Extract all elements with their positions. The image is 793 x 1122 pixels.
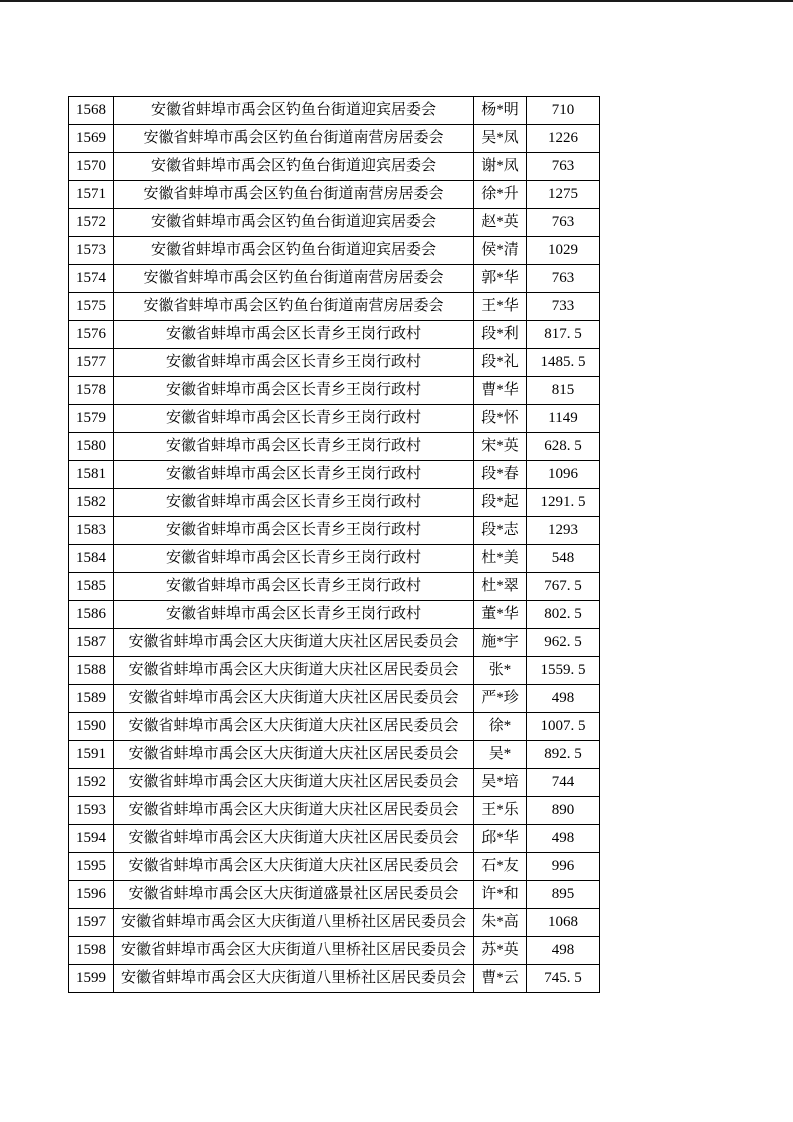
cell-amount: 763 — [527, 265, 600, 293]
cell-organization: 安徽省蚌埠市禹会区大庆街道大庆社区居民委员会 — [114, 685, 474, 713]
cell-index: 1569 — [69, 125, 114, 153]
cell-amount: 763 — [527, 153, 600, 181]
cell-name: 宋*英 — [474, 433, 527, 461]
cell-index: 1578 — [69, 377, 114, 405]
cell-amount: 1149 — [527, 405, 600, 433]
cell-name: 严*珍 — [474, 685, 527, 713]
table-row — [69, 349, 600, 377]
cell-name: 曹*华 — [474, 377, 527, 405]
cell-organization: 安徽省蚌埠市禹会区大庆街道大庆社区居民委员会 — [114, 769, 474, 797]
cell-name: 吴*凤 — [474, 125, 527, 153]
cell-index: 1570 — [69, 153, 114, 181]
cell-name: 段*起 — [474, 489, 527, 517]
cell-amount: 817. 5 — [527, 321, 600, 349]
page-top-edge-line — [0, 0, 793, 2]
cell-amount: 996 — [527, 853, 600, 881]
cell-amount: 962. 5 — [527, 629, 600, 657]
cell-amount: 628. 5 — [527, 433, 600, 461]
cell-organization: 安徽省蚌埠市禹会区钓鱼台街道南营房居委会 — [114, 293, 474, 321]
cell-name: 侯*清 — [474, 237, 527, 265]
cell-index: 1591 — [69, 741, 114, 769]
cell-index: 1572 — [69, 209, 114, 237]
table-row — [69, 433, 600, 461]
cell-organization: 安徽省蚌埠市禹会区大庆街道大庆社区居民委员会 — [114, 713, 474, 741]
cell-organization: 安徽省蚌埠市禹会区大庆街道八里桥社区居民委员会 — [114, 937, 474, 965]
table-row — [69, 769, 600, 797]
cell-amount: 895 — [527, 881, 600, 909]
cell-index: 1585 — [69, 573, 114, 601]
cell-amount: 745. 5 — [527, 965, 600, 993]
table-row — [69, 937, 600, 965]
cell-name: 郭*华 — [474, 265, 527, 293]
cell-amount: 1293 — [527, 517, 600, 545]
cell-index: 1577 — [69, 349, 114, 377]
cell-amount: 710 — [527, 97, 600, 125]
cell-amount: 1029 — [527, 237, 600, 265]
cell-organization: 安徽省蚌埠市禹会区大庆街道大庆社区居民委员会 — [114, 797, 474, 825]
cell-organization: 安徽省蚌埠市禹会区长青乡王岗行政村 — [114, 489, 474, 517]
cell-index: 1595 — [69, 853, 114, 881]
cell-index: 1573 — [69, 237, 114, 265]
table-row — [69, 489, 600, 517]
cell-amount: 498 — [527, 937, 600, 965]
cell-organization: 安徽省蚌埠市禹会区长青乡王岗行政村 — [114, 517, 474, 545]
table-row — [69, 881, 600, 909]
table-row — [69, 237, 600, 265]
table-row — [69, 657, 600, 685]
cell-index: 1599 — [69, 965, 114, 993]
cell-index: 1596 — [69, 881, 114, 909]
table-row — [69, 853, 600, 881]
cell-amount: 1068 — [527, 909, 600, 937]
table-row — [69, 405, 600, 433]
cell-amount: 802. 5 — [527, 601, 600, 629]
cell-organization: 安徽省蚌埠市禹会区钓鱼台街道迎宾居委会 — [114, 209, 474, 237]
cell-amount: 1275 — [527, 181, 600, 209]
cell-index: 1597 — [69, 909, 114, 937]
cell-name: 杨*明 — [474, 97, 527, 125]
table-row — [69, 461, 600, 489]
cell-organization: 安徽省蚌埠市禹会区大庆街道盛景社区居民委员会 — [114, 881, 474, 909]
cell-name: 石*友 — [474, 853, 527, 881]
cell-index: 1575 — [69, 293, 114, 321]
cell-index: 1594 — [69, 825, 114, 853]
cell-index: 1583 — [69, 517, 114, 545]
cell-name: 杜*翠 — [474, 573, 527, 601]
cell-amount: 1291. 5 — [527, 489, 600, 517]
cell-organization: 安徽省蚌埠市禹会区长青乡王岗行政村 — [114, 321, 474, 349]
cell-organization: 安徽省蚌埠市禹会区钓鱼台街道迎宾居委会 — [114, 237, 474, 265]
cell-amount: 1096 — [527, 461, 600, 489]
cell-index: 1584 — [69, 545, 114, 573]
cell-index: 1587 — [69, 629, 114, 657]
cell-name: 董*华 — [474, 601, 527, 629]
cell-index: 1586 — [69, 601, 114, 629]
cell-amount: 892. 5 — [527, 741, 600, 769]
cell-organization: 安徽省蚌埠市禹会区大庆街道大庆社区居民委员会 — [114, 657, 474, 685]
cell-index: 1582 — [69, 489, 114, 517]
cell-amount: 767. 5 — [527, 573, 600, 601]
cell-index: 1574 — [69, 265, 114, 293]
table-row — [69, 685, 600, 713]
cell-index: 1581 — [69, 461, 114, 489]
cell-name: 吴*培 — [474, 769, 527, 797]
cell-organization: 安徽省蚌埠市禹会区长青乡王岗行政村 — [114, 405, 474, 433]
cell-organization: 安徽省蚌埠市禹会区长青乡王岗行政村 — [114, 601, 474, 629]
cell-name: 吴* — [474, 741, 527, 769]
table-row — [69, 209, 600, 237]
cell-organization: 安徽省蚌埠市禹会区钓鱼台街道南营房居委会 — [114, 125, 474, 153]
cell-organization: 安徽省蚌埠市禹会区长青乡王岗行政村 — [114, 461, 474, 489]
cell-index: 1598 — [69, 937, 114, 965]
cell-amount: 733 — [527, 293, 600, 321]
table-row — [69, 629, 600, 657]
cell-amount: 1559. 5 — [527, 657, 600, 685]
cell-organization: 安徽省蚌埠市禹会区大庆街道八里桥社区居民委员会 — [114, 965, 474, 993]
cell-amount: 1226 — [527, 125, 600, 153]
cell-name: 谢*凤 — [474, 153, 527, 181]
cell-index: 1580 — [69, 433, 114, 461]
cell-index: 1576 — [69, 321, 114, 349]
cell-name: 段*怀 — [474, 405, 527, 433]
cell-amount: 744 — [527, 769, 600, 797]
table-row — [69, 713, 600, 741]
cell-name: 徐*升 — [474, 181, 527, 209]
table-row — [69, 265, 600, 293]
cell-index: 1589 — [69, 685, 114, 713]
cell-amount: 1485. 5 — [527, 349, 600, 377]
cell-organization: 安徽省蚌埠市禹会区长青乡王岗行政村 — [114, 545, 474, 573]
cell-index: 1592 — [69, 769, 114, 797]
table-row — [69, 909, 600, 937]
cell-name: 施*宇 — [474, 629, 527, 657]
cell-name: 段*礼 — [474, 349, 527, 377]
cell-organization: 安徽省蚌埠市禹会区长青乡王岗行政村 — [114, 433, 474, 461]
table-row — [69, 601, 600, 629]
table-row — [69, 517, 600, 545]
table-row — [69, 97, 600, 125]
table-row — [69, 377, 600, 405]
cell-name: 段*春 — [474, 461, 527, 489]
cell-name: 苏*英 — [474, 937, 527, 965]
cell-organization: 安徽省蚌埠市禹会区大庆街道大庆社区居民委员会 — [114, 853, 474, 881]
table-row — [69, 293, 600, 321]
cell-amount: 763 — [527, 209, 600, 237]
cell-amount: 498 — [527, 825, 600, 853]
cell-name: 赵*英 — [474, 209, 527, 237]
cell-organization: 安徽省蚌埠市禹会区大庆街道大庆社区居民委员会 — [114, 825, 474, 853]
cell-organization: 安徽省蚌埠市禹会区大庆街道八里桥社区居民委员会 — [114, 909, 474, 937]
table-row — [69, 125, 600, 153]
table-row — [69, 573, 600, 601]
cell-name: 王*华 — [474, 293, 527, 321]
table-row — [69, 825, 600, 853]
cell-amount: 548 — [527, 545, 600, 573]
cell-name: 杜*美 — [474, 545, 527, 573]
cell-index: 1588 — [69, 657, 114, 685]
cell-name: 徐* — [474, 713, 527, 741]
cell-name: 段*志 — [474, 517, 527, 545]
table-row — [69, 321, 600, 349]
cell-index: 1590 — [69, 713, 114, 741]
cell-name: 许*和 — [474, 881, 527, 909]
table-row — [69, 741, 600, 769]
table-row — [69, 181, 600, 209]
cell-name: 曹*云 — [474, 965, 527, 993]
table-row — [69, 153, 600, 181]
subsidy-records-table — [68, 96, 600, 993]
cell-index: 1571 — [69, 181, 114, 209]
cell-organization: 安徽省蚌埠市禹会区长青乡王岗行政村 — [114, 349, 474, 377]
cell-organization: 安徽省蚌埠市禹会区钓鱼台街道迎宾居委会 — [114, 153, 474, 181]
cell-amount: 1007. 5 — [527, 713, 600, 741]
cell-name: 朱*高 — [474, 909, 527, 937]
cell-organization: 安徽省蚌埠市禹会区钓鱼台街道迎宾居委会 — [114, 97, 474, 125]
cell-organization: 安徽省蚌埠市禹会区钓鱼台街道南营房居委会 — [114, 265, 474, 293]
cell-name: 邱*华 — [474, 825, 527, 853]
cell-amount: 815 — [527, 377, 600, 405]
cell-amount: 498 — [527, 685, 600, 713]
cell-organization: 安徽省蚌埠市禹会区钓鱼台街道南营房居委会 — [114, 181, 474, 209]
cell-index: 1579 — [69, 405, 114, 433]
cell-name: 段*利 — [474, 321, 527, 349]
cell-name: 王*乐 — [474, 797, 527, 825]
cell-organization: 安徽省蚌埠市禹会区长青乡王岗行政村 — [114, 377, 474, 405]
cell-amount: 890 — [527, 797, 600, 825]
table-row — [69, 545, 600, 573]
cell-organization: 安徽省蚌埠市禹会区大庆街道大庆社区居民委员会 — [114, 741, 474, 769]
cell-name: 张* — [474, 657, 527, 685]
cell-organization: 安徽省蚌埠市禹会区长青乡王岗行政村 — [114, 573, 474, 601]
cell-index: 1568 — [69, 97, 114, 125]
table-body — [69, 97, 600, 993]
cell-index: 1593 — [69, 797, 114, 825]
table-row — [69, 797, 600, 825]
table-row — [69, 965, 600, 993]
cell-organization: 安徽省蚌埠市禹会区大庆街道大庆社区居民委员会 — [114, 629, 474, 657]
